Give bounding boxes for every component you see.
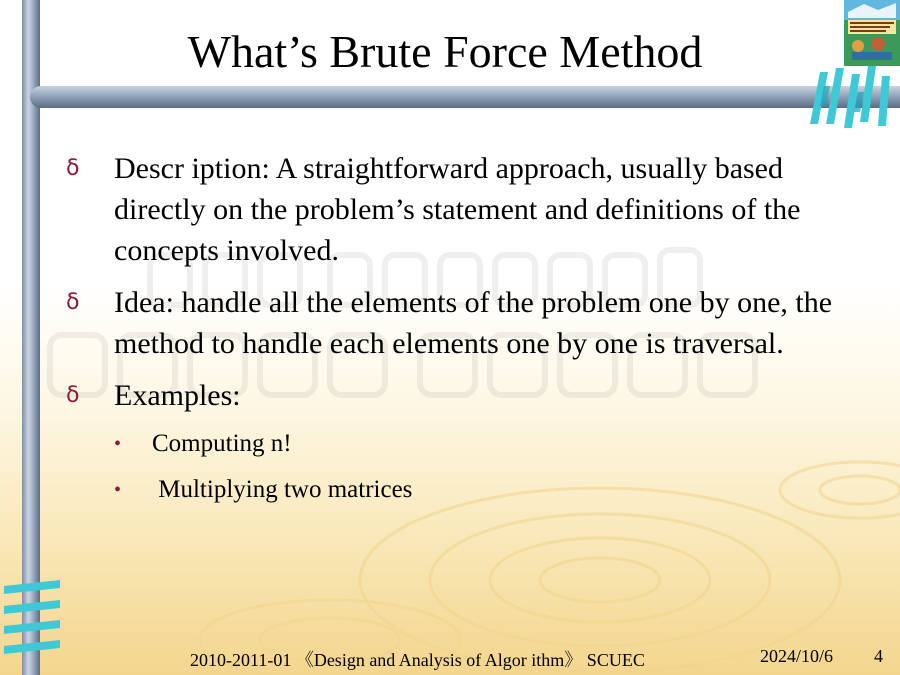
- book-cover-logo-icon: [844, 0, 900, 66]
- bullet-item: [66, 148, 866, 271]
- bullet-text: Idea: handle all the elements of the problem one by one, the method to handle each elements one by one is traversal.: [114, 286, 833, 360]
- page-number: 4: [874, 646, 883, 666]
- script-b-bullet-icon: ẟ: [66, 290, 80, 315]
- bullet-text: Examples:: [114, 379, 241, 412]
- dot-bullet-icon: •: [114, 433, 122, 455]
- footer-date: 2024/10/6: [760, 646, 834, 666]
- dot-bullet-icon: •: [114, 479, 122, 501]
- sub-bullet-item: [114, 427, 866, 461]
- sub-bullet-text: Multiplying two matrices: [152, 476, 413, 503]
- bullet-item: [66, 282, 866, 364]
- script-b-bullet-icon: ẟ: [66, 383, 80, 408]
- horizontal-frame-bar: [30, 86, 900, 108]
- cyan-stripes-decoration: [806, 66, 900, 130]
- bullet-item: [66, 375, 866, 416]
- slide-title: What’s Brute Force Method: [187, 26, 703, 77]
- slide-body: [66, 148, 866, 519]
- cyan-stripes-decoration-bottom: [0, 580, 64, 675]
- script-b-bullet-icon: ẟ: [66, 156, 80, 181]
- footer-course: 2010-2011-01 《Design and Analysis of Algor ithm》 SCUEC: [190, 650, 645, 670]
- sub-bullet-text: Computing n!: [152, 430, 292, 457]
- bullet-text: Descr iption: A straightforward approach, usually based directly on the problem’s statement and definitions of the concepts involved.: [114, 152, 801, 267]
- sub-bullet-item: [114, 473, 866, 507]
